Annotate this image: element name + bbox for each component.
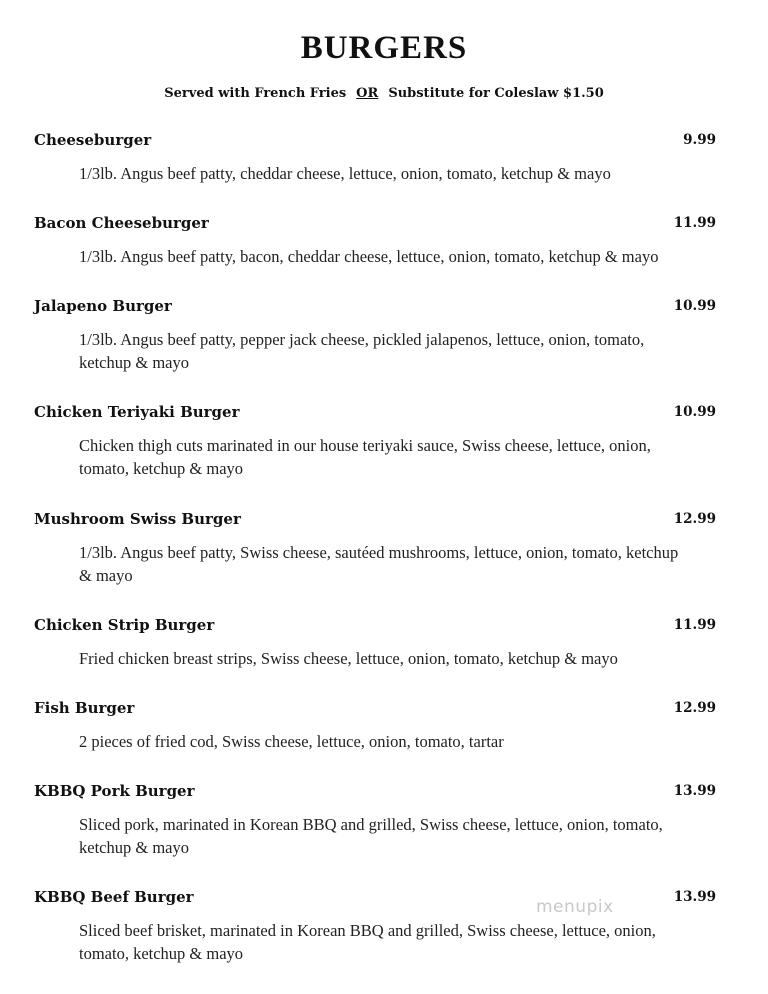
item-name: Cheeseburger bbox=[34, 131, 152, 149]
menu-subtitle bbox=[0, 86, 768, 101]
item-description: Fried chicken breast strips, Swiss cheese, lettuce, onion, tomato, ketchup & mayo bbox=[79, 649, 618, 668]
item-price: 12.99 bbox=[673, 511, 716, 527]
item-name: Chicken Teriyaki Burger bbox=[34, 403, 240, 421]
item-description: 2 pieces of fried cod, Swiss cheese, lettuce, onion, tomato, tartar bbox=[79, 732, 504, 751]
item-name: Fish Burger bbox=[34, 699, 135, 717]
item-name: Mushroom Swiss Burger bbox=[34, 510, 241, 528]
item-description: Sliced beef brisket, marinated in Korean BBQ and grilled, Swiss cheese, lettuce, onion, tomato, ketchup & mayo bbox=[79, 921, 656, 963]
item-name: Jalapeno Burger bbox=[34, 297, 172, 315]
item-price: 11.99 bbox=[673, 215, 716, 231]
item-price: 13.99 bbox=[673, 783, 716, 799]
item-name: Bacon Cheeseburger bbox=[34, 214, 209, 232]
item-name: Chicken Strip Burger bbox=[34, 616, 215, 634]
item-description: 1/3lb. Angus beef patty, Swiss cheese, sautéed mushrooms, lettuce, onion, tomato, ketchup & mayo bbox=[79, 543, 679, 585]
watermark: menupix bbox=[536, 897, 614, 917]
subtitle-coleslaw: Substitute for Coleslaw $1.50 bbox=[388, 86, 604, 101]
item-name: KBBQ Beef Burger bbox=[34, 888, 194, 906]
item-price: 11.99 bbox=[673, 617, 716, 633]
item-description: 1/3lb. Angus beef patty, cheddar cheese, lettuce, onion, tomato, ketchup & mayo bbox=[79, 164, 611, 183]
item-description: Chicken thigh cuts marinated in our house teriyaki sauce, Swiss cheese, lettuce, onion, tomato, ketchup & mayo bbox=[79, 436, 651, 478]
subtitle-or: OR bbox=[356, 86, 379, 101]
item-price: 10.99 bbox=[673, 298, 716, 314]
item-price: 9.99 bbox=[683, 132, 716, 148]
item-description: 1/3lb. Angus beef patty, pepper jack cheese, pickled jalapenos, lettuce, onion, tomato, ketchup & mayo bbox=[79, 330, 645, 372]
item-price: 10.99 bbox=[673, 404, 716, 420]
subtitle-fries: Served with French Fries bbox=[164, 86, 347, 101]
item-description: Sliced pork, marinated in Korean BBQ and grilled, Swiss cheese, lettuce, onion, tomato, ketchup & mayo bbox=[79, 815, 663, 857]
item-price: 13.99 bbox=[673, 889, 716, 905]
item-description: 1/3lb. Angus beef patty, bacon, cheddar cheese, lettuce, onion, tomato, ketchup & mayo bbox=[79, 247, 659, 266]
menu-title: BURGERS bbox=[300, 30, 468, 66]
item-price: 12.99 bbox=[673, 700, 716, 716]
item-name: KBBQ Pork Burger bbox=[34, 782, 195, 800]
